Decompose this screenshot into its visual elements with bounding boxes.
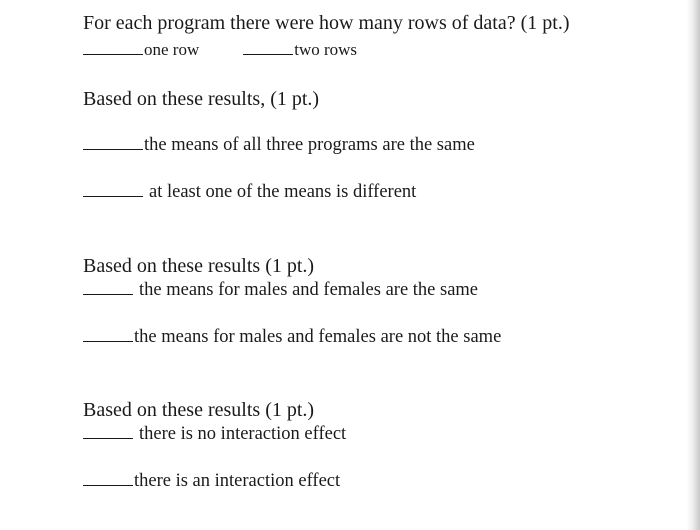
q2-heading: Based on these results, (1 pt.) — [83, 88, 320, 110]
q3-option-a-row — [83, 281, 478, 300]
q1-blank-one-row[interactable] — [83, 53, 143, 55]
q3-heading: Based on these results (1 pt.) — [83, 255, 315, 277]
q4-blank-b[interactable] — [83, 484, 133, 486]
q2-blank-a[interactable] — [83, 148, 143, 150]
q4-blank-a[interactable] — [83, 437, 133, 439]
q1-question: For each program there were how many rows of data? (1 pt.) — [83, 12, 570, 34]
q3-option-b: the means for males and females are not the same — [134, 327, 502, 347]
q3-option-a: the means for males and females are the same — [139, 280, 479, 300]
q4-heading: Based on these results (1 pt.) — [83, 399, 315, 421]
q4-option-a-row — [83, 425, 346, 444]
q4-option-a: there is no interaction effect — [139, 424, 347, 444]
q1-option-one-row: one row — [144, 40, 200, 59]
q3-blank-b[interactable] — [83, 340, 133, 342]
q3-option-b-row — [83, 328, 501, 347]
q4-option-b-row — [83, 472, 340, 491]
q2-option-a-row — [83, 136, 475, 155]
q1-option-two-rows: two rows — [294, 40, 358, 59]
q2-blank-b[interactable] — [83, 195, 143, 197]
q4-option-b: there is an interaction effect — [134, 471, 341, 491]
q1-options-row — [83, 41, 357, 58]
q2-option-a: the means of all three programs are the same — [144, 135, 475, 155]
q3-blank-a[interactable] — [83, 293, 133, 295]
q2-option-b-row — [83, 183, 416, 202]
q1-blank-two-rows[interactable] — [243, 53, 293, 55]
q2-option-b: at least one of the means is different — [149, 182, 417, 202]
page-edge-shadow — [686, 0, 700, 530]
